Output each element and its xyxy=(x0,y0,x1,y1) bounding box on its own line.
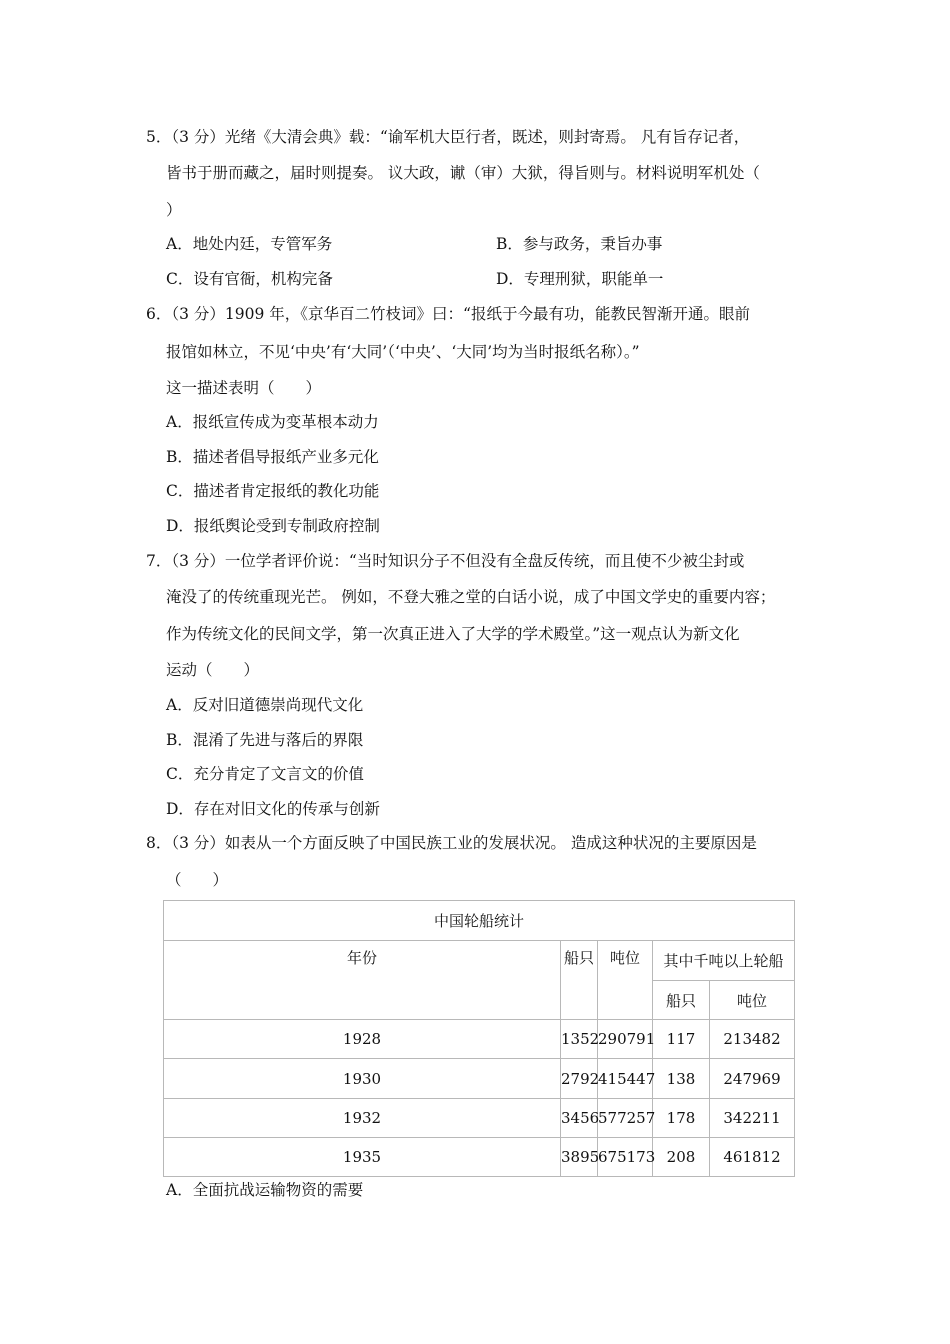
cell-big-ships: 208 xyxy=(653,1138,710,1177)
cell-big-tonnage: 213482 xyxy=(710,1020,795,1059)
header-year: 年份 xyxy=(164,941,561,1020)
cell-year: 1932 xyxy=(164,1099,561,1138)
cell-big-ships: 178 xyxy=(653,1099,710,1138)
q8-option-a: A．全面抗战运输物资的需要 xyxy=(166,1181,364,1199)
q5-stem-line-1: 5．（3 分）光绪《大清会典》载：“谕军机大臣行者，既述，则封寄焉。 凡有旨存记者， xyxy=(146,128,750,146)
q7-stem-line-4: 运动（ ） xyxy=(166,661,260,679)
header-over-thousand-ton: 其中千吨以上轮船 xyxy=(653,941,795,981)
cell-big-tonnage: 247969 xyxy=(710,1059,795,1099)
q7-option-c: C．充分肯定了文言文的价值 xyxy=(166,765,364,783)
q5-stem-line-2: 皆书于册而藏之，届时则提奏。 议大政，谳（审）大狱，得旨则与。材料说明军机处（ xyxy=(166,164,760,182)
table-row xyxy=(164,1059,795,1099)
cell-ships: 1352 xyxy=(561,1020,598,1059)
q8-stem-line-2: （ ） xyxy=(166,871,229,889)
cell-big-tonnage: 461812 xyxy=(710,1138,795,1177)
cell-ships: 3895 xyxy=(561,1138,598,1177)
header-tonnage: 吨位 xyxy=(598,941,653,1020)
q8-stem-line-1: 8．（3 分）如表从一个方面反映了中国民族工业的发展状况。 造成这种状况的主要原因是 xyxy=(146,834,757,852)
q5-option-c: C．设有官衙，机构完备 xyxy=(166,270,333,288)
q7-stem-line-1: 7．（3 分）一位学者评价说：“当时知识分子不但没有全盘反传统，而且使不少被尘封或 xyxy=(146,552,745,570)
q6-stem-line-2: 报馆如林立，不见‘中央’有‘大同’（‘中央’、‘大同’均为当时报纸名称）。” xyxy=(166,343,640,361)
q7-option-d: D．存在对旧文化的传承与创新 xyxy=(166,800,380,818)
cell-big-tonnage: 342211 xyxy=(710,1099,795,1138)
cell-big-ships: 138 xyxy=(653,1059,710,1099)
subheader-ships: 船只 xyxy=(653,981,710,1020)
cell-tonnage: 290791 xyxy=(598,1020,653,1059)
q6-option-a: A．报纸宣传成为变革根本动力 xyxy=(166,413,379,431)
q6-option-d: D．报纸舆论受到专制政府控制 xyxy=(166,517,380,535)
table-row xyxy=(164,1020,795,1059)
cell-year: 1930 xyxy=(164,1059,561,1099)
cell-year: 1928 xyxy=(164,1020,561,1059)
table-row xyxy=(164,1138,795,1177)
header-ships: 船只 xyxy=(561,941,598,1020)
cell-big-ships: 117 xyxy=(653,1020,710,1059)
q7-stem-line-3: 作为传统文化的民间文学，第一次真正进入了大学的学术殿堂。”这一观点认为新文化 xyxy=(166,625,740,643)
cell-tonnage: 675173 xyxy=(598,1138,653,1177)
q5-option-a: A．地处内廷，专管军务 xyxy=(166,235,333,253)
table-row xyxy=(164,1099,795,1138)
q7-option-b: B．混淆了先进与落后的界限 xyxy=(166,731,364,749)
q7-stem-line-2: 淹没了的传统重现光芒。 例如，不登大雅之堂的白话小说，成了中国文学史的重要内容； xyxy=(166,588,776,606)
subheader-tonnage: 吨位 xyxy=(710,981,795,1020)
table-title: 中国轮船统计 xyxy=(164,901,795,941)
q5-stem-line-3: ） xyxy=(166,201,182,219)
q6-stem-line-1: 6．（3 分）1909 年，《京华百二竹枝词》曰：“报纸于今最有功，能教民智渐开通。眼前 xyxy=(146,305,750,323)
cell-ships: 2792 xyxy=(561,1059,598,1099)
q5-option-d: D．专理刑狱，职能单一 xyxy=(496,270,664,288)
cell-year: 1935 xyxy=(164,1138,561,1177)
q6-stem-line-3: 这一描述表明（ ） xyxy=(166,379,322,397)
cell-tonnage: 415447 xyxy=(598,1059,653,1099)
ship-statistics-table xyxy=(163,900,795,1177)
cell-ships: 3456 xyxy=(561,1099,598,1138)
q5-option-b: B．参与政务，秉旨办事 xyxy=(496,235,663,253)
q7-option-a: A．反对旧道德崇尚现代文化 xyxy=(166,696,364,714)
q6-option-c: C．描述者肯定报纸的教化功能 xyxy=(166,482,380,500)
cell-tonnage: 577257 xyxy=(598,1099,653,1138)
q6-option-b: B．描述者倡导报纸产业多元化 xyxy=(166,448,379,466)
